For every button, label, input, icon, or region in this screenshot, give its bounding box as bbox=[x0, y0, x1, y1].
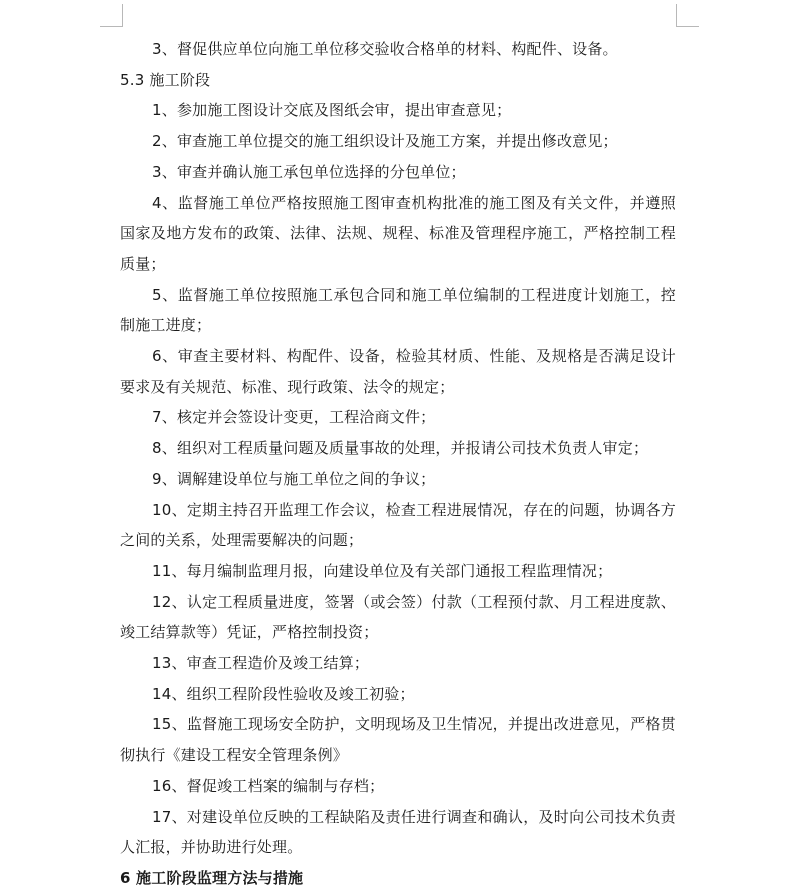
paragraph-item-9: 9、调解建设单位与施工单位之间的争议； bbox=[152, 469, 436, 488]
paragraph-item-17: 17、对建设单位反映的工程缺陷及责任进行调查和确认，及时向公司技术负责人汇报，并协助进行处理。 bbox=[120, 807, 676, 857]
paragraph-item-13: 13、审查工程造价及竣工结算； bbox=[152, 654, 370, 673]
paragraph-item-11: 11、每月编制监理月报，向建设单位及有关部门通报工程监理情况； bbox=[152, 561, 613, 580]
paragraph-item-4: 4、监督施工单位严格按照施工图审查机构批准的施工图及有关文件，并遵照国家及地方发布的政策、法律、法规、规程、标准及管理程序施工，严格控制工程质量； bbox=[120, 193, 676, 273]
paragraph-item-8: 8、组织对工程质量问题及质量事故的处理，并报请公司技术负责人审定； bbox=[152, 439, 649, 458]
crop-mark-top-left bbox=[100, 4, 123, 27]
paragraph-item-6: 6、审查主要材料、构配件、设备，检验其材质、性能、及规格是否满足设计要求及有关规范、标准、现行政策、法令的规定； bbox=[120, 347, 676, 396]
paragraph-item-5: 5、监督施工单位按照施工承包合同和施工单位编制的工程进度计划施工，控制施工进度； bbox=[120, 285, 676, 335]
paragraph-item-3: 3、督促供应单位向施工单位移交验收合格单的材料、构配件、设备。 bbox=[152, 40, 618, 58]
paragraph-item-7: 7、核定并会签设计变更，工程洽商文件； bbox=[152, 408, 436, 427]
document-body bbox=[120, 34, 676, 894]
paragraph-item-12: 12、认定工程质量进度，签署（或会签）付款（工程预付款、月工程进度款、竣工结算款等）凭证，严格控制投资； bbox=[120, 592, 676, 642]
paragraph-item-2: 2、审查施工单位提交的施工组织设计及施工方案，并提出修改意见； bbox=[152, 132, 618, 151]
crop-mark-top-right bbox=[676, 4, 699, 27]
paragraph-item-10: 10、定期主持召开监理工作会议，检查工程进展情况，存在的问题，协调各方之间的关系，处理需要解决的问题； bbox=[120, 500, 676, 550]
paragraph-item-16: 16、督促竣工档案的编制与存档； bbox=[152, 776, 385, 795]
section-heading-5-3: 5.3 施工阶段 bbox=[120, 70, 211, 89]
paragraph-item-3b: 3、审查并确认施工承包单位选择的分包单位； bbox=[152, 162, 466, 181]
paragraph-item-15: 15、监督施工现场安全防护，文明现场及卫生情况，并提出改进意见，严格贯彻执行《建设工程安全管理条例》 bbox=[120, 715, 676, 765]
paragraph-item-1: 1、参加施工图设计交底及图纸会审，提出审查意见； bbox=[152, 101, 512, 120]
section-heading-6: 6 施工阶段监理方法与措施 bbox=[120, 868, 304, 887]
paragraph-item-14: 14、组织工程阶段性验收及竣工初验； bbox=[152, 684, 415, 703]
